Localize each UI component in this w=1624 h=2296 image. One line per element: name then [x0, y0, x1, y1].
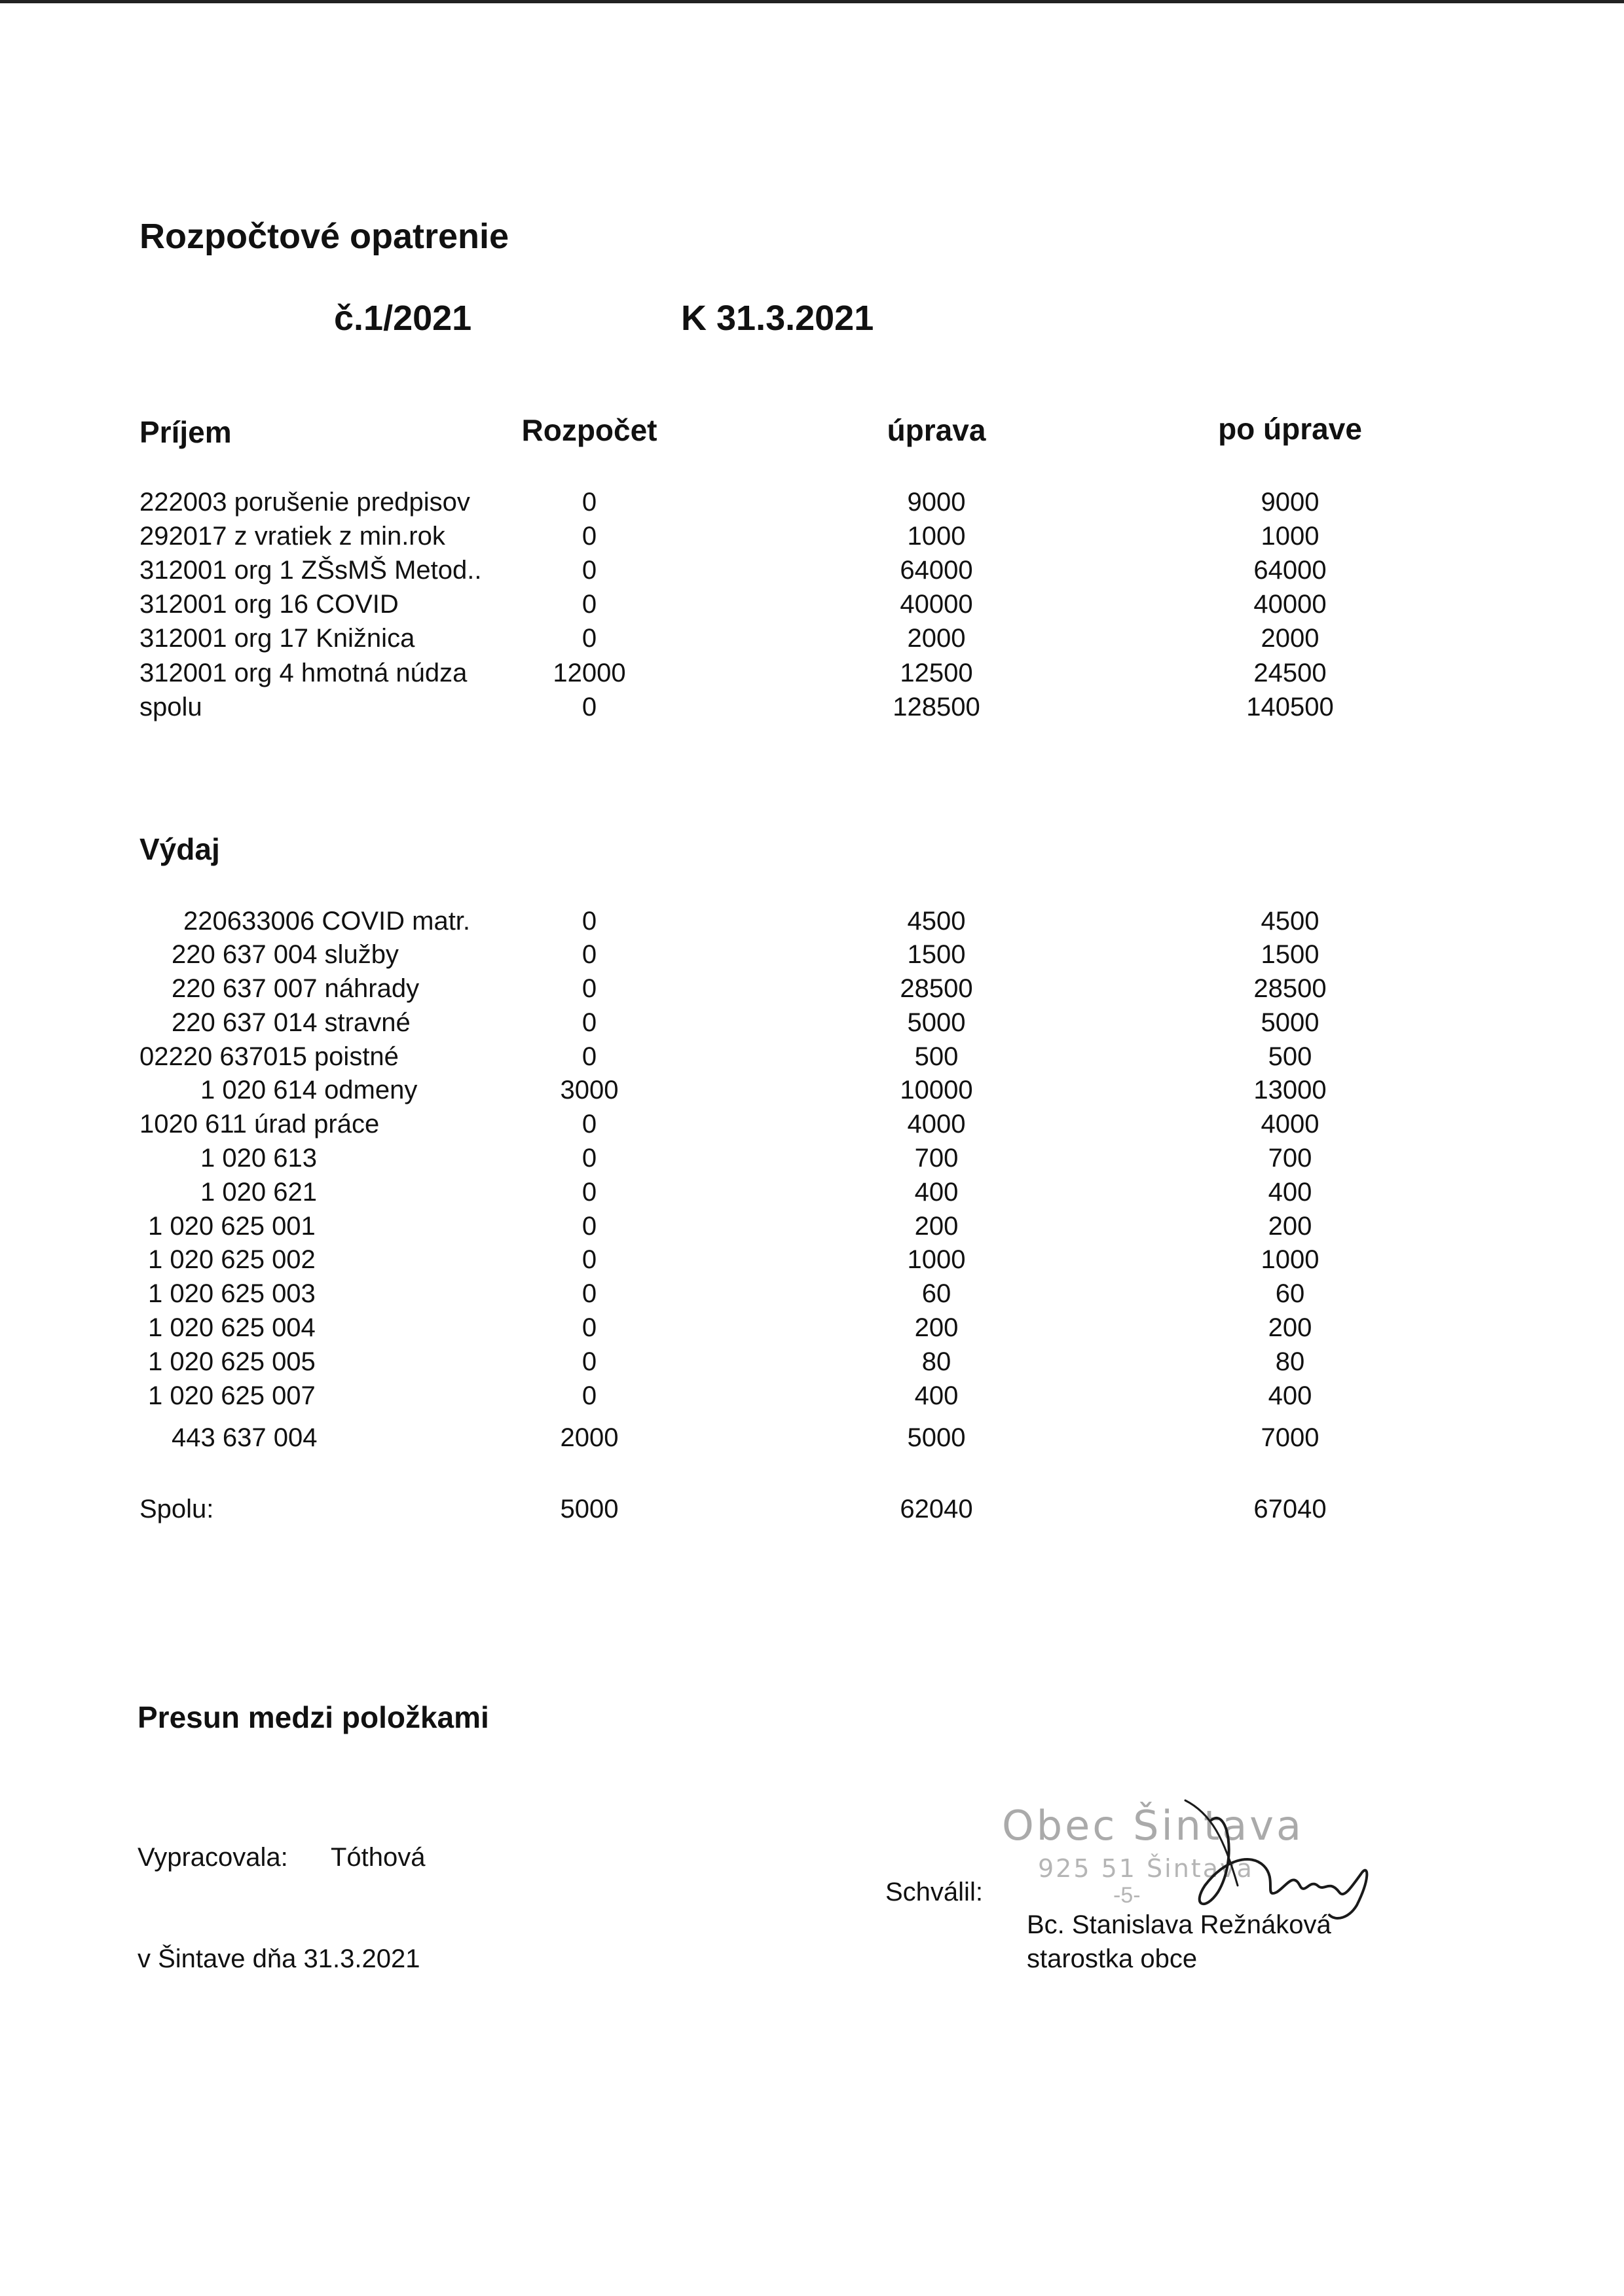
expenses-row-change: 1500	[907, 940, 966, 969]
expenses-row-label: 1 020 621	[200, 1178, 317, 1207]
income-row-after: 24500	[1253, 659, 1327, 687]
income-row-label: 312001 org 16 COVID	[139, 590, 399, 619]
expenses-row-label: 220 637 014 stravné	[172, 1008, 411, 1037]
expenses-row-change: 4000	[907, 1110, 966, 1139]
expenses-row-label: 1 020 625 001	[148, 1212, 316, 1241]
expenses-row-change: 5000	[907, 1423, 966, 1452]
expenses-row-after: 200	[1268, 1212, 1312, 1241]
income-row-label: 312001 org 1 ZŠsMŠ Metod..	[139, 556, 482, 585]
expenses-row-after: 700	[1268, 1144, 1312, 1173]
expenses-row-change: 80	[921, 1347, 951, 1376]
expenses-row-budget: 0	[581, 1008, 597, 1037]
expenses-row-label: 1 020 625 003	[148, 1279, 316, 1308]
header-uprava: úprava	[887, 413, 986, 447]
expenses-row-after: 80	[1275, 1347, 1305, 1376]
document-number: č.1/2021	[334, 299, 472, 338]
place-date: v Šintave dňa 31.3.2021	[138, 1944, 420, 1973]
expenses-row-budget: 0	[581, 1042, 597, 1071]
expenses-row-label: 1 020 614 odmeny	[200, 1076, 418, 1104]
income-row-label: 312001 org 4 hmotná núdza	[139, 659, 468, 687]
income-row-budget: 0	[581, 488, 597, 517]
expenses-row-change: 700	[914, 1144, 959, 1173]
expenses-row-label: 1 020 625 004	[148, 1313, 316, 1342]
stamp-line1: Obec Šintava	[1002, 1802, 1304, 1850]
expenses-row-label: 1020 611 úrad práce	[139, 1110, 380, 1139]
expenses-row-label: 02220 637015 poistné	[139, 1042, 399, 1071]
expenses-row-label: 220 637 004 služby	[172, 940, 399, 969]
expenses-row-after: 200	[1268, 1313, 1312, 1342]
expenses-row-change: 500	[914, 1042, 959, 1071]
income-row-change: 64000	[900, 556, 973, 585]
expenses-row-change: 1000	[907, 1245, 966, 1274]
income-row-after: 9000	[1261, 488, 1320, 517]
income-row-label: 312001 org 17 Knižnica	[139, 624, 415, 653]
expenses-row-budget: 0	[581, 974, 597, 1003]
approved-label: Schválil:	[885, 1878, 983, 1906]
income-row-after: 2000	[1261, 624, 1320, 653]
transfer-heading: Presun medzi položkami	[138, 1700, 489, 1734]
expenses-row-budget: 0	[581, 907, 597, 936]
expenses-row-change: 10000	[900, 1076, 973, 1104]
expenses-row-after: 13000	[1253, 1076, 1327, 1104]
expenses-row-change: 400	[914, 1381, 959, 1410]
expenses-row-budget: 0	[581, 1212, 597, 1241]
expense-total-after: 67040	[1253, 1495, 1327, 1523]
income-row-change: 12500	[900, 659, 973, 687]
expenses-row-after: 400	[1268, 1178, 1312, 1207]
income-row-label: 292017 z vratiek z min.rok	[139, 522, 445, 551]
expenses-row-after: 60	[1275, 1279, 1305, 1308]
header-rozpocet: Rozpočet	[521, 413, 657, 447]
expenses-row-after: 400	[1268, 1381, 1312, 1410]
income-row-after: 1000	[1261, 522, 1320, 551]
income-row-change: 2000	[907, 624, 966, 653]
expenses-row-after: 1000	[1261, 1245, 1320, 1274]
expenses-row-change: 28500	[900, 974, 973, 1003]
expenses-row-label: 1 020 625 002	[148, 1245, 316, 1274]
expenses-row-budget: 0	[581, 1110, 597, 1139]
expenses-row-change: 200	[914, 1313, 959, 1342]
expense-total-budget: 5000	[560, 1495, 619, 1523]
expenses-row-after: 4000	[1261, 1110, 1320, 1139]
expense-total-change: 62040	[900, 1495, 973, 1523]
document-date: K 31.3.2021	[681, 299, 874, 338]
document-title: Rozpočtové opatrenie	[139, 217, 509, 256]
approver-name: Bc. Stanislava Režnáková	[1027, 1910, 1331, 1939]
income-row-budget: 0	[581, 590, 597, 619]
expenses-row-label: 220 637 007 náhrady	[172, 974, 420, 1003]
expenses-row-budget: 2000	[560, 1423, 619, 1452]
income-row-label: spolu	[139, 693, 202, 721]
income-row-change: 1000	[907, 522, 966, 551]
expenses-row-change: 200	[914, 1212, 959, 1241]
expenses-row-label: 220633006 COVID matr.	[183, 907, 471, 936]
expenses-row-budget: 0	[581, 1313, 597, 1342]
top-border-line	[0, 0, 1624, 3]
expenses-row-label: 1 020 625 007	[148, 1381, 316, 1410]
income-row-budget: 12000	[553, 659, 626, 687]
expenses-row-label: 443 637 004	[172, 1423, 318, 1452]
expenses-row-after: 28500	[1253, 974, 1327, 1003]
expenses-row-budget: 0	[581, 1279, 597, 1308]
income-row-change: 40000	[900, 590, 973, 619]
income-row-after: 64000	[1253, 556, 1327, 585]
expenses-row-budget: 0	[581, 1347, 597, 1376]
expenses-row-after: 1500	[1261, 940, 1320, 969]
income-row-budget: 0	[581, 693, 597, 721]
expenses-row-after: 7000	[1261, 1423, 1320, 1452]
expenses-row-change: 4500	[907, 907, 966, 936]
expenses-row-after: 5000	[1261, 1008, 1320, 1037]
expenses-row-after: 4500	[1261, 907, 1320, 936]
expense-heading: Výdaj	[139, 832, 220, 866]
income-row-budget: 0	[581, 624, 597, 653]
prepared-name: Tóthová	[331, 1843, 426, 1872]
expenses-row-label: 1 020 613	[200, 1144, 317, 1173]
expenses-row-change: 60	[921, 1279, 951, 1308]
header-po-uprave: po úprave	[1218, 412, 1362, 446]
header-prijem: Príjem	[139, 415, 232, 449]
expenses-row-budget: 0	[581, 1144, 597, 1173]
income-row-after: 40000	[1253, 590, 1327, 619]
expenses-row-budget: 0	[581, 1381, 597, 1410]
income-row-change: 128500	[893, 693, 980, 721]
income-row-label: 222003 porušenie predpisov	[139, 488, 470, 517]
income-row-after: 140500	[1246, 693, 1334, 721]
income-row-budget: 0	[581, 522, 597, 551]
expenses-row-budget: 0	[581, 940, 597, 969]
prepared-label: Vypracovala:	[138, 1843, 288, 1872]
expenses-row-change: 5000	[907, 1008, 966, 1037]
stamp-line2: 925 51 Šintava	[1038, 1854, 1254, 1883]
expenses-row-budget: 0	[581, 1178, 597, 1207]
expenses-row-change: 400	[914, 1178, 959, 1207]
expenses-row-after: 500	[1268, 1042, 1312, 1071]
expense-total-label: Spolu:	[139, 1495, 214, 1523]
income-row-budget: 0	[581, 556, 597, 585]
approver-role: starostka obce	[1027, 1944, 1198, 1973]
expenses-row-label: 1 020 625 005	[148, 1347, 316, 1376]
expenses-row-budget: 0	[581, 1245, 597, 1274]
income-row-change: 9000	[907, 488, 966, 517]
stamp-number: -5-	[1113, 1883, 1141, 1908]
expenses-row-budget: 3000	[560, 1076, 619, 1104]
